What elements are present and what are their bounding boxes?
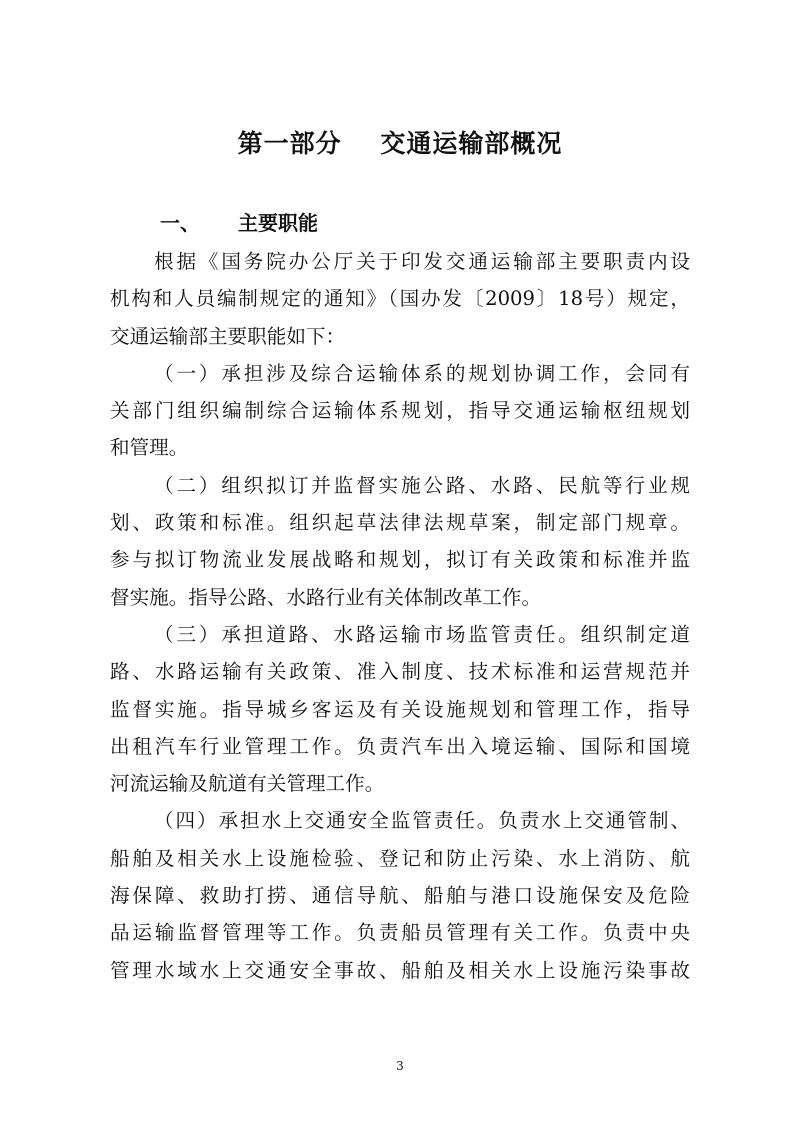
page-title: 第一部分 交通运输部概况 bbox=[237, 129, 563, 158]
text-line: 督实施。指导公路、水路行业有关体制改革工作。 bbox=[110, 585, 542, 609]
text-line: （一）承担涉及综合运输体系的规划协调工作，会同有 bbox=[154, 361, 690, 385]
text-line: 交通运输部主要职能如下： bbox=[110, 324, 346, 348]
text-line: 河流运输及航道有关管理工作。 bbox=[110, 772, 385, 796]
section-heading bbox=[160, 207, 318, 236]
text-line: 出租汽车行业管理工作。负责汽车出入境运输、国际和国境 bbox=[110, 734, 690, 758]
body-text bbox=[110, 243, 690, 989]
section-number: 一、 bbox=[160, 211, 200, 235]
text-line: 路、水路运输有关政策、准入制度、技术标准和运营规范并 bbox=[110, 660, 690, 684]
text-line: 机构和人员编制规定的通知》（国办发〔2009〕18号）规定， bbox=[110, 287, 690, 311]
page-number: 3 bbox=[396, 1059, 404, 1073]
text-line: 监督实施。指导城乡客运及有关设施规划和管理工作，指导 bbox=[110, 697, 690, 721]
section-heading-text: 主要职能 bbox=[238, 211, 318, 235]
text-line: 关部门组织编制综合运输体系规划，指导交通运输枢纽规划 bbox=[110, 399, 690, 423]
text-line: 划、政策和标准。组织起草法律法规草案，制定部门规章。 bbox=[110, 511, 690, 535]
text-line: 根据《国务院办公厅关于印发交通运输部主要职责内设 bbox=[154, 250, 690, 273]
text-line: 船舶及相关水上设施检验、登记和防止污染、水上消防、航 bbox=[110, 846, 690, 870]
text-line: （二）组织拟订并监督实施公路、水路、民航等行业规 bbox=[154, 473, 690, 497]
text-line: 海保障、救助打捞、通信导航、船舶与港口设施保安及危险 bbox=[110, 884, 690, 908]
text-line: 管理水域水上交通安全事故、船舶及相关水上设施污染事故 bbox=[110, 958, 690, 982]
text-line: （四）承担水上交通安全监管责任。负责水上交通管制、 bbox=[154, 809, 690, 833]
text-line: 和管理。 bbox=[110, 436, 189, 460]
text-line: 品运输监督管理等工作。负责船员管理有关工作。负责中央 bbox=[110, 921, 690, 945]
text-line: 参与拟订物流业发展战略和规划，拟订有关政策和标准并监 bbox=[110, 548, 690, 572]
text-line: （三）承担道路、水路运输市场监管责任。组织制定道 bbox=[154, 622, 690, 646]
